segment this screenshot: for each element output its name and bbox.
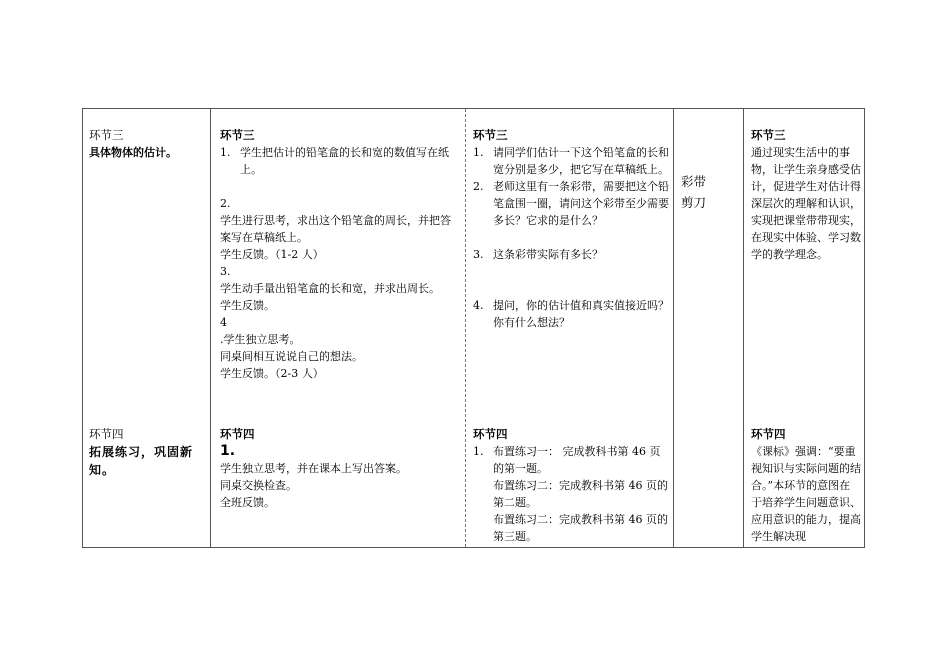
paragraph: 学生反馈。 bbox=[220, 299, 275, 312]
paragraph: 学生进行思考，求出这个铅笔盒的周长，并把答案写在草稿纸上。 bbox=[220, 214, 451, 244]
student-activity-cell bbox=[220, 426, 460, 511]
column-divider bbox=[210, 109, 211, 547]
paragraph: 全班反馈。 bbox=[220, 496, 275, 509]
section-heading: 环节四 bbox=[751, 427, 786, 441]
design-intent-cell bbox=[751, 426, 861, 546]
paragraph: 《课标》强调：“要重视知识与实际问题的结合。”本环节的意图在于培养学生问题意识、应用意识的能力，提高学生解决现 bbox=[751, 445, 861, 543]
stage-title: 环节三 bbox=[89, 128, 124, 142]
list-subline: 布置练习二：完成教科书第 46 页的第二题。 bbox=[493, 479, 668, 509]
stage-subtitle: 拓展练习，巩固新知。 bbox=[89, 445, 194, 477]
paragraph: 学生动手量出铅笔盒的长和宽，并求出周长。 bbox=[220, 282, 440, 295]
paragraph: 学生反馈。（1-2 人） bbox=[220, 248, 324, 261]
paragraph: 学生独立思考，并在课本上写出答案。 bbox=[220, 462, 407, 475]
teacher-list bbox=[473, 443, 669, 545]
stage-label-cell bbox=[89, 426, 207, 479]
list-item: 1. 学生把估计的铅笔盒的长和宽的数值写在纸上。 bbox=[220, 146, 449, 176]
paragraph: .学生独立思考。 bbox=[220, 333, 301, 346]
teacher-list bbox=[473, 144, 669, 331]
paragraph-number: 3. bbox=[220, 265, 231, 278]
list-item: 1. 布置练习一： 完成教科书第 46 页的第一题。 布置练习二：完成教科书第 46 页的第二题。 布置练习二：完成教科书第 46 页的第三题。 bbox=[473, 445, 668, 543]
section-heading: 环节四 bbox=[473, 427, 508, 441]
paragraph-number: 2. bbox=[220, 197, 231, 210]
activity-list bbox=[220, 144, 460, 178]
stage-title: 环节四 bbox=[89, 427, 124, 441]
teacher-activity-cell bbox=[473, 127, 669, 331]
section-heading: 环节三 bbox=[473, 128, 508, 142]
section-heading: 环节四 bbox=[220, 427, 255, 441]
paragraph-number: 4 bbox=[220, 316, 227, 329]
stage-subtitle: 具体物体的估计。 bbox=[89, 146, 177, 159]
list-item: 3. 这条彩带实际有多长？ bbox=[473, 248, 603, 261]
list-item: 1. 请同学们估计一下这个铅笔盒的长和宽分别是多少，把它写在草稿纸上。 bbox=[473, 146, 669, 176]
design-intent-cell bbox=[751, 127, 861, 263]
student-activity-cell bbox=[220, 127, 460, 382]
list-item: 4. 提问，你的估计值和真实值接近吗？你有什么想法？ bbox=[473, 299, 669, 329]
paragraph: 通过现实生活中的事物，让学生亲身感受估计，促进学生对估计得深层次的理解和认识，实现把课堂带带现实，在现实中体验、学习数学的教学理念。 bbox=[751, 146, 861, 261]
paragraph-number: 1. bbox=[220, 443, 236, 459]
lesson-plan-table bbox=[82, 108, 865, 548]
list-item: 2. 老师这里有一条彩带，需要把这个铅笔盒围一圈，请问这个彩带至少需要多长？它求的是什么？ bbox=[473, 180, 669, 227]
teacher-activity-cell bbox=[473, 426, 669, 545]
column-divider bbox=[673, 109, 674, 547]
material-item: 彩带 bbox=[681, 174, 707, 189]
section-heading: 环节三 bbox=[220, 128, 255, 142]
materials-cell bbox=[681, 171, 739, 213]
list-subline: 布置练习二：完成教科书第 46 页的第三题。 bbox=[493, 513, 668, 543]
paragraph: 学生反馈。（2-3 人） bbox=[220, 367, 324, 380]
stage-label-cell bbox=[89, 127, 207, 161]
paragraph: 同桌交换检查。 bbox=[220, 479, 297, 492]
material-item: 剪刀 bbox=[681, 195, 707, 210]
column-divider bbox=[465, 109, 466, 547]
column-divider bbox=[743, 109, 744, 547]
section-heading: 环节三 bbox=[751, 128, 786, 142]
paragraph: 同桌间相互说说自己的想法。 bbox=[220, 350, 363, 363]
